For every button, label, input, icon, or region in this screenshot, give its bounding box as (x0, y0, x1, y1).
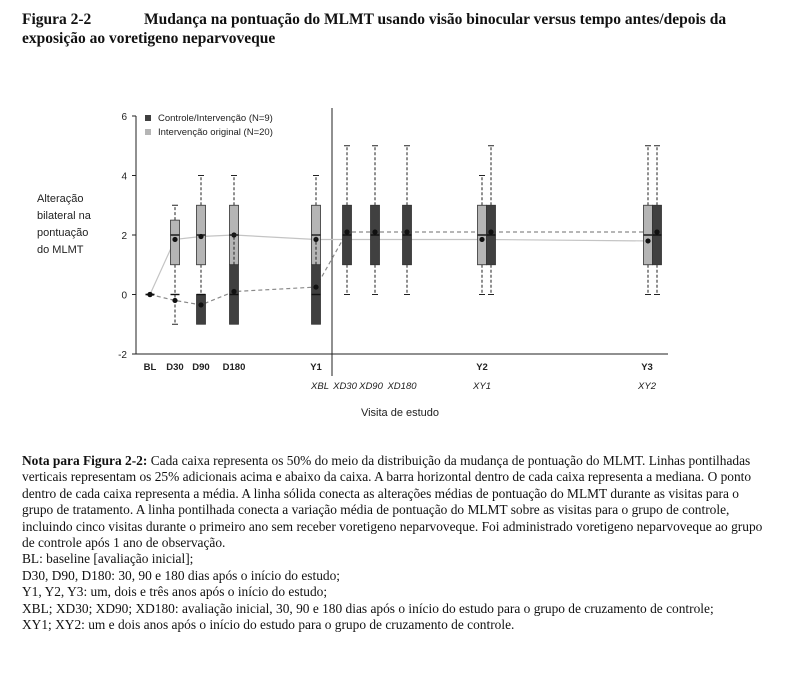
mean-dot (172, 237, 177, 242)
box-control-xy1 (487, 146, 496, 295)
y-axis-label-line: bilateral na (37, 210, 91, 222)
x-tick-label: BL (143, 362, 157, 373)
x-secondary-tick-label: XD30 (333, 381, 357, 392)
legend-swatch (145, 115, 151, 121)
x-tick-label: D180 (222, 362, 246, 373)
box-control-d30 (171, 295, 180, 325)
box-plot-chart (0, 96, 785, 436)
box-control-xd30 (371, 146, 380, 295)
x-secondary-tick-label: XY2 (638, 381, 656, 392)
x-tick-label: D30 (166, 362, 184, 373)
mean-dot (372, 229, 377, 234)
x-tick-label: Y1 (310, 362, 322, 373)
mean-dot (313, 284, 318, 289)
x-tick-label: Y3 (641, 362, 653, 373)
mean-dot (344, 229, 349, 234)
note-text: Cada caixa representa os 50% do meio da distribuição da mudança de pontuação do MLMT. Linhas pontilhadas verticais representam os 25% adicionais acima e abaixo da caixa. A barra horizontal dentro de cada caixa representa a mediana. O ponto dentro de cada caixa representa a média. A linha sólida conecta as alterações médias de pontuação do MLMT durante as visitas para o grupo de tratamento. A linha pontilhada conecta a variação média de pontuação do MLMT sobre as visitas para o grupo de controle, incluindo cinco visitas durante o primeiro ano sem receber voretigeno neparvoveque. Foi administrado voretigeno neparvoveque ao grupo de controle após 1 ano de observação. (22, 453, 763, 551)
note-line-crossover-years: XY1; XY2: um e dois anos após o início do estudo para o grupo de cruzamento de controle. (22, 617, 515, 633)
y-tick-label: 4 (121, 171, 127, 183)
mean-dot (645, 238, 650, 243)
x-tick-label: Y2 (476, 362, 488, 373)
mean-dot (147, 292, 152, 297)
box-body (171, 220, 180, 265)
figure-note (22, 453, 764, 633)
box-control-xbl (343, 146, 352, 295)
legend-label: Controle/Intervenção (N=9) (158, 113, 273, 124)
y-tick-label: 2 (121, 231, 127, 242)
mean-dot (198, 234, 203, 239)
note-line-crossover-days: XBL; XD30; XD90; XD180: avaliação inicial, 30, 90 e 180 dias após o início do estudo para o grupo de cruzamento de controle; (22, 600, 714, 616)
mean-dot (404, 229, 409, 234)
note-line-days: D30, D90, D180: 30, 90 e 180 dias após o início do estudo; (22, 567, 341, 583)
x-secondary-tick-label: XD180 (387, 381, 417, 392)
mean-dot (479, 237, 484, 242)
note-paragraph (22, 453, 764, 551)
box-control-xy2 (653, 146, 662, 295)
box-control-bl (146, 292, 155, 297)
legend-label: Intervenção original (N=20) (158, 127, 273, 138)
x-secondary-tick-label: XY1 (473, 381, 491, 392)
mean-dot (198, 302, 203, 307)
mean-line-original (150, 235, 648, 295)
chart-area (0, 96, 785, 436)
box-original-y3 (644, 146, 653, 295)
mean-dot (488, 229, 493, 234)
y-tick-label: 0 (121, 290, 127, 302)
mean-dot (654, 229, 659, 234)
legend-swatch (145, 129, 151, 135)
box-original-y2 (478, 176, 487, 295)
legend-group (145, 113, 273, 138)
note-line-years: Y1, Y2, Y3: um, dois e três anos após o início do estudo; (22, 584, 328, 600)
x-secondary-tick-label: XBL (311, 381, 329, 392)
y-tick-label: -2 (118, 350, 127, 361)
x-axis-label: Visita de estudo (360, 407, 440, 419)
x-secondary-tick-label: XD90 (359, 381, 383, 392)
figure-caption: Mudança na pontuação do MLMT usando visão binocular versus tempo antes/depois da exposição ao voretigeno neparvoveque (22, 11, 727, 47)
note-line-bl: BL: baseline [avaliação inicial]; (22, 551, 194, 567)
y-tick-label: 6 (121, 112, 127, 123)
y-axis-label-line: do MLMT (37, 244, 84, 256)
note-label: Nota para Figura 2-2: (22, 453, 148, 468)
y-axis-label-line: pontuação (37, 227, 89, 239)
figure-title (22, 10, 767, 48)
mean-dot (172, 298, 177, 303)
box-original-d30 (171, 205, 180, 294)
box-control-xd90 (403, 146, 412, 295)
mean-dot (231, 289, 236, 294)
y-axis-label-line: Alteração (37, 193, 84, 205)
box-control-d90 (197, 295, 206, 325)
x-tick-label: D90 (192, 362, 210, 373)
figure-number: Figura 2-2 (22, 11, 92, 28)
box-original-d90 (197, 176, 206, 295)
box-body (197, 295, 206, 325)
